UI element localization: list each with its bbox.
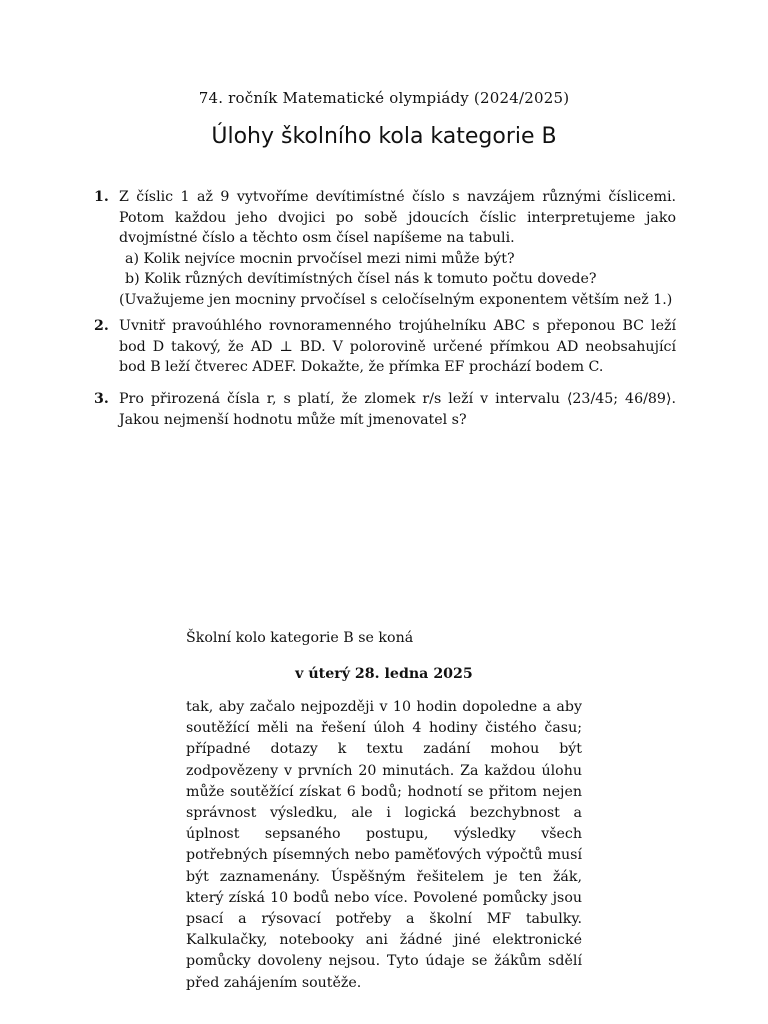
problem-3 xyxy=(94,389,676,430)
problem-text: Uvnitř pravoúhlého rovnoramenného trojúhelníku ABC s přeponou BC leží bod D takový, že AD ⊥ BD. V polorovině určené přímkou AD neobsahující bod B leží čtverec ADEF. Dokažte, že přímka EF prochází bodem C. xyxy=(119,318,676,375)
problem-text: Z číslic 1 až 9 vytvoříme devítimístné číslo s navzájem různými číslicemi. Potom každou jeho dvojici po sobě jdoucích číslic interpretujeme jako dvojmístné číslo a těchto osm čísel napíšeme na tabuli. xyxy=(119,189,676,246)
info-text: tak, aby začalo nejpozději v 10 hodin dopoledne a aby soutěžící měli na řešení úloh 4 hodiny čistého času; případné dotazy k textu zadání mohou být zodpovězeny v prvních 20 minutách. Za každou úlohu může soutěžící získat 6 bodů; hodnotí se přitom nejen správnost výsledku, ale i logická bezchybnost a úplnost sepsaného postupu, výsledky všech potřebných písemných nebo paměťových výpočtů musí být zaznamenány. Úspěšným řešitelem je ten žák, který získá 10 bodů nebo více. Povolené pomůcky jsou psací a rýsovací potřeby a školní MF tabulky. Kalkulačky, notebooky ani žádné jiné elektronické pomůcky dovoleny nejsou. Tyto údaje se žákům sdělí před zahájením soutěže. xyxy=(186,699,582,991)
problem-1 xyxy=(94,187,676,310)
subquestion-a: a) Kolik nejvíce mocnin prvočísel mezi nimi může být? xyxy=(125,250,515,267)
problem-number: 3. xyxy=(94,391,109,407)
problem-text: Pro přirozená čísla r, s platí, že zlomek r/s leží v intervalu ⟨23/45; 46/89⟩. Jakou nejmenší hodnotu může mít jmenovatel s? xyxy=(119,391,676,428)
competition-date: v úterý 28. ledna 2025 xyxy=(295,666,473,682)
info-intro: Školní kolo kategorie B se koná xyxy=(186,630,414,646)
olympiad-header: 74. ročník Matematické olympiády (2024/2025) xyxy=(198,89,570,107)
subquestion-b: b) Kolik různých devítimístných čísel nás k tomuto počtu dovede? xyxy=(125,271,597,287)
problem-number: 1. xyxy=(94,189,109,205)
problem-note: (Uvažujeme jen mocniny prvočísel s celočíselným exponentem větším než 1.) xyxy=(119,291,673,308)
problem-body xyxy=(119,187,676,310)
problem-2 xyxy=(94,316,676,378)
problem-number: 2. xyxy=(94,318,109,334)
page-title: Úlohy školního kola kategorie B xyxy=(211,124,557,149)
